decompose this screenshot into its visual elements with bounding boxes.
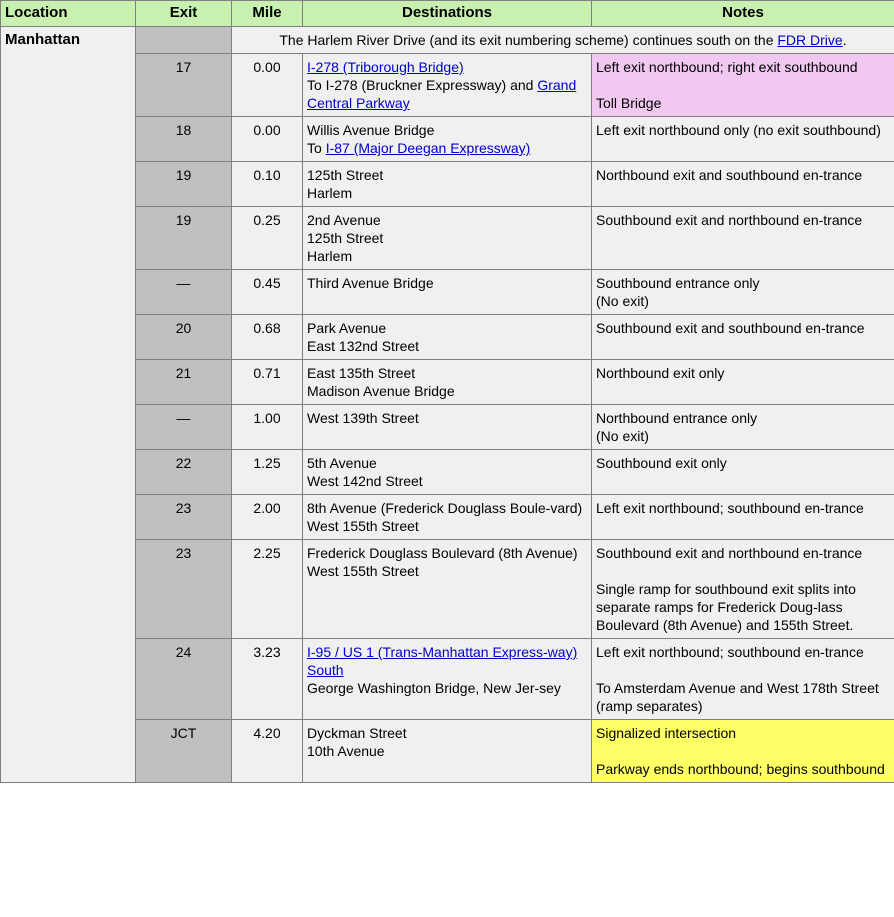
table-row: [1, 639, 894, 720]
notes-text: Toll Bridge: [596, 95, 662, 111]
destination-text: 125th Street: [307, 167, 384, 183]
mile-column-header: Mile: [232, 1, 303, 27]
destination-text: Willis Avenue Bridge: [307, 122, 435, 138]
destination-text: To: [307, 140, 326, 156]
mile-cell: 0.71: [232, 360, 303, 405]
destinations-cell: [303, 315, 592, 360]
location-column-header: Location: [1, 1, 136, 27]
table-row: [1, 117, 894, 162]
destinations-cell: [303, 405, 592, 450]
notes-cell: [592, 360, 894, 405]
notes-text: Left exit northbound; southbound en-trance: [596, 500, 864, 516]
destinations-cell: [303, 495, 592, 540]
destination-text: West 142nd Street: [307, 473, 423, 489]
mile-cell: 1.00: [232, 405, 303, 450]
exit-number-cell: 22: [136, 450, 232, 495]
destinations-cell: [303, 360, 592, 405]
notes-cell: [592, 495, 894, 540]
destinations-cell: [303, 162, 592, 207]
destination-text: George Washington Bridge, New Jer-sey: [307, 680, 561, 696]
destinations-cell: [303, 720, 592, 783]
mile-cell: 0.00: [232, 117, 303, 162]
notes-text: Southbound exit only: [596, 455, 727, 471]
destination-text: West 139th Street: [307, 410, 419, 426]
destination-text: 5th Avenue: [307, 455, 377, 471]
destinations-cell: [303, 54, 592, 117]
mile-cell: 2.00: [232, 495, 303, 540]
destination-link[interactable]: I-278 (Triborough Bridge): [307, 59, 464, 75]
notes-cell: [592, 639, 894, 720]
notes-spacer: [596, 661, 890, 679]
fdr-drive-link[interactable]: FDR Drive: [777, 32, 843, 48]
notes-text: Northbound exit and southbound en-trance: [596, 167, 863, 183]
notes-text: Southbound exit and northbound en-trance: [596, 212, 863, 228]
exit-cell: [136, 27, 232, 54]
destination-link[interactable]: I-87 (Major Deegan Expressway): [325, 140, 531, 156]
destination-text: Third Avenue Bridge: [307, 275, 434, 291]
exit-number-cell: —: [136, 405, 232, 450]
exit-number-cell: 19: [136, 162, 232, 207]
exit-number-cell: 23: [136, 540, 232, 639]
notes-cell: [592, 207, 894, 270]
notes-cell: [592, 720, 894, 783]
mile-cell: 0.10: [232, 162, 303, 207]
notes-text: Southbound exit and southbound en-trance: [596, 320, 865, 336]
destination-text: 2nd Avenue: [307, 212, 381, 228]
destination-text: 8th Avenue (Frederick Douglass Boule-vard): [307, 500, 583, 516]
table-row: [1, 162, 894, 207]
destination-text: 125th Street: [307, 230, 384, 246]
mile-cell: 2.25: [232, 540, 303, 639]
destination-text: Madison Avenue Bridge: [307, 383, 455, 399]
table-row: [1, 720, 894, 783]
table-row: [1, 360, 894, 405]
notes-spacer: [596, 742, 890, 760]
destination-text: Park Avenue: [307, 320, 387, 336]
continuation-text: The Harlem River Drive (and its exit numbering scheme) continues south on the: [279, 32, 778, 48]
notes-text: Signalized intersection: [596, 725, 737, 741]
notes-text: Northbound entrance only: [596, 410, 758, 426]
notes-text: Left exit northbound; southbound en-trance: [596, 644, 864, 660]
table-row: [1, 270, 894, 315]
destinations-cell: [303, 270, 592, 315]
table-row: [1, 54, 894, 117]
notes-cell: [592, 162, 894, 207]
notes-text: Northbound exit only: [596, 365, 725, 381]
notes-cell: [592, 540, 894, 639]
exit-number-cell: 24: [136, 639, 232, 720]
notes-cell: [592, 117, 894, 162]
exit-number-cell: 23: [136, 495, 232, 540]
destination-text: Frederick Douglass Boulevard (8th Avenue): [307, 545, 578, 561]
notes-text: Southbound entrance only: [596, 275, 760, 291]
exit-number-cell: 19: [136, 207, 232, 270]
notes-spacer: [596, 562, 890, 580]
notes-text: Left exit northbound only (no exit southbound): [596, 122, 881, 138]
destination-text: West 155th Street: [307, 518, 419, 534]
table-header-row: [1, 1, 894, 27]
destination-text: To I-278 (Bruckner Expressway) and: [307, 77, 538, 93]
exit-number-cell: 20: [136, 315, 232, 360]
table-row: [1, 450, 894, 495]
mile-cell: 0.68: [232, 315, 303, 360]
destinations-cell: [303, 117, 592, 162]
notes-spacer: [596, 76, 890, 94]
notes-cell: [592, 270, 894, 315]
table-row: [1, 540, 894, 639]
notes-text: Single ramp for southbound exit splits into separate ramps for Frederick Doug-lass Boulevard (8th Avenue) and 155th Street.: [596, 581, 856, 633]
notes-text: (No exit): [596, 428, 649, 444]
notes-cell: [592, 54, 894, 117]
table-row: [1, 495, 894, 540]
notes-cell: [592, 315, 894, 360]
exit-number-cell: 18: [136, 117, 232, 162]
destination-text: 10th Avenue: [307, 743, 385, 759]
intro-row: [1, 27, 894, 54]
notes-text: Parkway ends northbound; begins southbound: [596, 761, 885, 777]
notes-cell: [592, 450, 894, 495]
continuation-period: .: [842, 32, 847, 48]
notes-text: (No exit): [596, 293, 649, 309]
destination-text: East 132nd Street: [307, 338, 420, 354]
destinations-column-header: Destinations: [303, 1, 592, 27]
notes-text: Southbound exit and northbound en-trance: [596, 545, 863, 561]
destination-text: West 155th Street: [307, 563, 419, 579]
destinations-cell: [303, 207, 592, 270]
table-row: [1, 405, 894, 450]
table-row: [1, 207, 894, 270]
exit-number-cell: 21: [136, 360, 232, 405]
notes-column-header: Notes: [592, 1, 894, 27]
destination-link[interactable]: Grand Central Parkway: [307, 77, 577, 111]
mile-cell: 3.23: [232, 639, 303, 720]
exit-number-cell: 17: [136, 54, 232, 117]
continuation-note: [232, 27, 894, 54]
destination-text: Harlem: [307, 185, 353, 201]
notes-cell: [592, 405, 894, 450]
destination-text: East 135th Street: [307, 365, 416, 381]
destinations-cell: [303, 639, 592, 720]
notes-text: Left exit northbound; right exit southbound: [596, 59, 858, 75]
destination-text: Dyckman Street: [307, 725, 407, 741]
mile-cell: 0.00: [232, 54, 303, 117]
mile-cell: 0.45: [232, 270, 303, 315]
destination-link[interactable]: I-95 / US 1 (Trans-Manhattan Express-way) South: [307, 644, 578, 678]
exit-number-cell: —: [136, 270, 232, 315]
table-row: [1, 315, 894, 360]
mile-cell: 0.25: [232, 207, 303, 270]
location-cell: Manhattan: [1, 27, 136, 783]
destination-text: Harlem: [307, 248, 353, 264]
notes-text: To Amsterdam Avenue and West 178th Street (ramp separates): [596, 680, 879, 714]
mile-cell: 1.25: [232, 450, 303, 495]
destinations-cell: [303, 450, 592, 495]
mile-cell: 4.20: [232, 720, 303, 783]
exit-column-header: Exit: [136, 1, 232, 27]
destinations-cell: [303, 540, 592, 639]
exit-number-cell: JCT: [136, 720, 232, 783]
